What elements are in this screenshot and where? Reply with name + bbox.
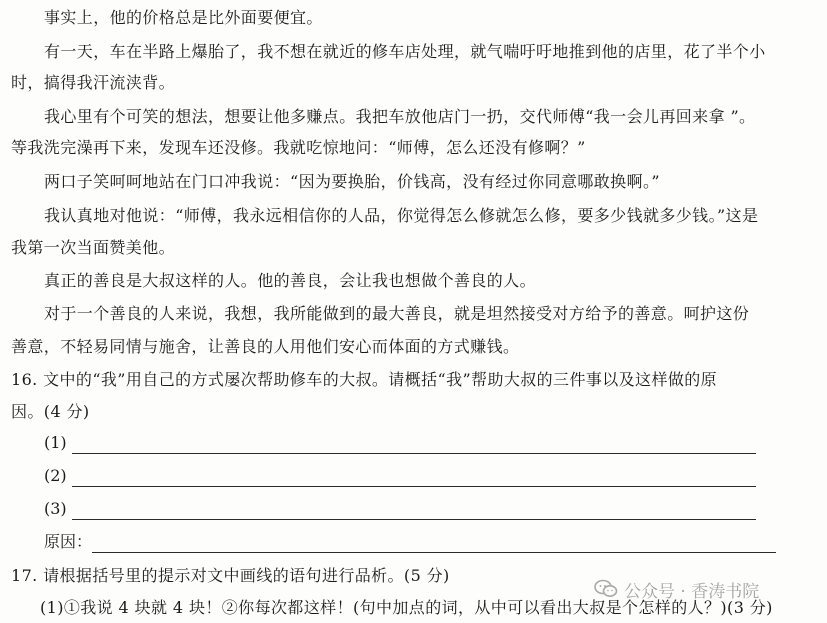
passage-line: 对于一个善良的人来说，我想，我所能做到的最大善良，就是坦然接受对方给予的善意。呵护这份 <box>44 304 750 323</box>
answer-label-1: (1) <box>44 433 67 452</box>
answer-blank-2[interactable] <box>72 486 756 487</box>
passage-line: 我心里有个可笑的想法，想要让他多赚点。我把车放他店门一扔，交代师傅“我一会儿再回来拿 ”。 <box>44 107 756 126</box>
question-16-prompt: 16. 文中的“我”用自己的方式屡次帮助修车的大叔。请概括“我”帮助大叔的三件事以及这样做的原 <box>11 370 718 389</box>
passage-line: 等我洗完澡再下来，发现车还没修。我就吃惊地问：“师傅，怎么还没有修啊？” <box>11 138 586 157</box>
answer-label-2: (2) <box>44 466 67 485</box>
answer-blank-1[interactable] <box>72 453 756 454</box>
passage-line: 时，搞得我汗流浃背。 <box>11 73 176 92</box>
passage-line: 我认真地对他说：“师傅，我永远相信你的人品，你觉得怎么修就怎么修，要多少钱就多少钱。”这是 <box>44 206 759 225</box>
watermark-text: 公众号 · 香涛书院 <box>624 581 760 602</box>
passage-line: 我第一次当面赞美他。 <box>11 238 176 257</box>
reason-label: 原因： <box>44 532 93 551</box>
question-17-prompt: 17. 请根据括号里的提示对文中画线的语句进行品析。(5 分) <box>11 566 450 585</box>
passage-line: 事实上，他的价格总是比外面要便宜。 <box>44 8 323 27</box>
passage-line: 真正的善良是大叔这样的人。他的善良，会让我也想做个善良的人。 <box>44 271 537 290</box>
passage-line: 有一天，车在半路上爆胎了，我不想在就近的修车店处理，就气喘吁吁地推到他的店里，花了半个小 <box>44 42 766 61</box>
question-16-prompt-cont: 因。(4 分) <box>11 402 90 421</box>
answer-label-3: (3) <box>44 499 67 518</box>
reason-blank[interactable] <box>92 552 776 553</box>
wechat-icon <box>594 579 618 599</box>
watermark <box>594 577 759 601</box>
passage-line: 善意，不轻易同情与施舍，让善良的人用他们安心而体面的方式赚钱。 <box>11 337 520 356</box>
question-17-subquestion-1: (1)①我说 4 块就 4 块！②你每次都这样！(句中加点的词，从中可以看出大叔是个怎样的人？)(3 分) <box>40 598 773 617</box>
answer-blank-3[interactable] <box>72 519 756 520</box>
passage-line: 两口子笑呵呵地站在门口冲我说：“因为要换胎，价钱高，没有经过你同意哪敢换啊。” <box>44 172 660 191</box>
